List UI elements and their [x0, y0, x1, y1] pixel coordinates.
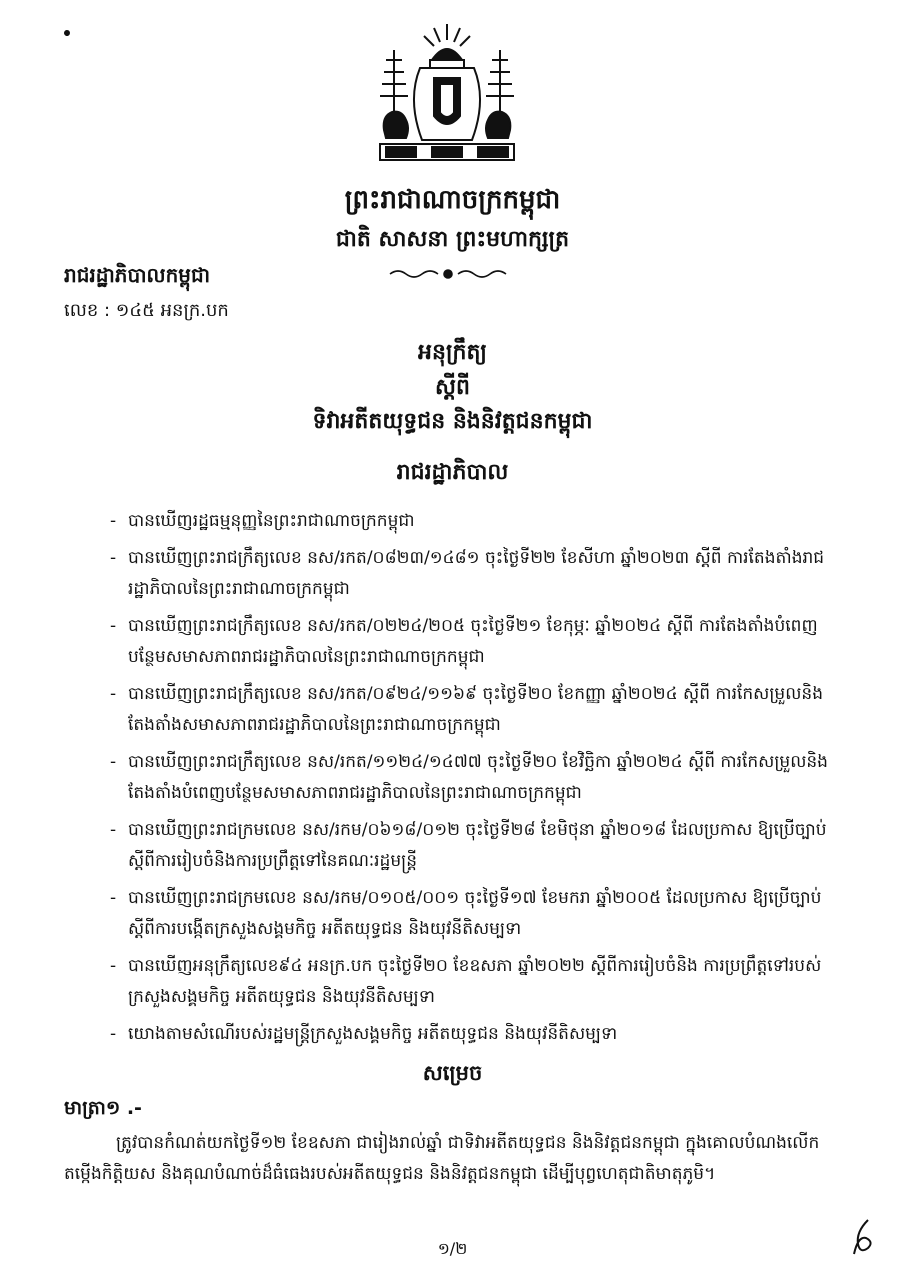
- kingdom-title: ព្រះរាជាណាចក្រកម្ពុជា: [344, 185, 561, 215]
- list-item: - បានឃើញព្រះរាជក្រឹត្យលេខ នស/រកត/០២២៤/២០៥ ចុះថ្ងៃទី២១ ខែកុម្ភៈ ឆ្នាំ២០២៤ ស្តីពី ការតែងតាំងបំពេញបន្ថែមសមាសភាពរាជរដ្ឋាភិបាលនៃព្រះរាជាណាចក្រកម្ពុជា: [110, 611, 845, 673]
- document-number: លេខ : ១៤៥ អនក្រ.បក: [64, 300, 229, 321]
- list-item: - បានឃើញព្រះរាជក្រឹត្យលេខ នស/រកត/០៩២៤/១១៦៩ ចុះថ្ងៃទី២០ ខែកញ្ញា ឆ្នាំ២០២៤ ស្តីពី ការកែសម្រួលនិងតែងតាំងសមាសភាពរាជរដ្ឋាភិបាលនៃព្រះរាជាណាចក្រកម្ពុជា: [110, 679, 845, 741]
- list-item: - បានឃើញរដ្ឋធម្មនុញ្ញនៃព្រះរាជាណាចក្រកម្ពុជា: [110, 506, 845, 537]
- issuer-heading: រាជរដ្ឋាភិបាល: [396, 460, 509, 485]
- government-label: រាជរដ្ឋាភិបាលកម្ពុជា: [64, 263, 210, 287]
- handwritten-initial-icon: [848, 1218, 878, 1258]
- scan-speck: [63, 29, 71, 37]
- list-item: - បានឃើញអនុក្រឹត្យលេខ៩៤ អនក្រ.បក ចុះថ្ងៃទី២០ ខែឧសភា ឆ្នាំ២០២២ ស្តីពីការរៀបចំនិង ការប្រព្រឹត្តទៅរបស់ក្រសួងសង្គមកិច្ច អតីតយុទ្ធជន និងយុវនីតិសម្បទា: [110, 951, 845, 1013]
- article-1-text: ត្រូវបានកំណត់យកថ្ងៃទី១២ ខែឧសភា ជារៀងរាល់ឆ្នាំ ជាទិវាអតីតយុទ្ធជន និងនិវត្តជនកម្ពុជា ក្នុងគោលបំណងលើកតម្កើងកិត្តិយស និងគុណបំណាច់ដ៏ធំធេងរបស់អតីតយុទ្ធជន និងនិវត្តជនកម្ពុជា ដើម្បីបុព្វហេតុជាតិមាតុភូមិ។: [64, 1133, 820, 1184]
- document-about: ស្តីពី: [435, 375, 470, 400]
- national-motto: ជាតិ សាសនា ព្រះមហាក្សត្រ: [335, 227, 570, 252]
- document-type-title: អនុក្រឹត្យ: [418, 340, 487, 365]
- decision-heading: សម្រេច: [422, 1061, 483, 1085]
- document-subject: ទិវាអតីតយុទ្ធជន និងនិវត្តជនកម្ពុជា: [312, 409, 593, 434]
- page-number: ១/២: [437, 1239, 468, 1258]
- list-item: - បានឃើញព្រះរាជក្រមលេខ នស/រកម/០៦១៨/០១២ ចុះថ្ងៃទី២៨ ខែមិថុនា ឆ្នាំ២០១៨ ដែលប្រកាស ឱ្យប្រើច្បាប់ស្តីពីការរៀបចំនិងការប្រព្រឹត្តទៅនៃគណៈរដ្ឋមន្ត្រី: [110, 815, 845, 877]
- list-item: - បានឃើញព្រះរាជក្រឹត្យលេខ នស/រកត/០៨២៣/១៤៨១ ចុះថ្ងៃទី២២ ខែសីហា ឆ្នាំ២០២៣ ស្តីពី ការតែងតាំងរាជរដ្ឋាភិបាលនៃព្រះរាជាណាចក្រកម្ពុជា: [110, 543, 845, 605]
- ornament-divider-icon: [388, 268, 508, 280]
- royal-arms-emblem-icon: [372, 20, 522, 170]
- legal-references-list: [110, 506, 845, 1056]
- article-1-heading: មាត្រា១ .-: [64, 1097, 142, 1119]
- list-item: - បានឃើញព្រះរាជក្រមលេខ នស/រកម/០១០៥/០០១ ចុះថ្ងៃទី១៧ ខែមករា ឆ្នាំ២០០៥ ដែលប្រកាស ឱ្យប្រើច្បាប់ស្តីពីការបង្កើតក្រសួងសង្គមកិច្ច អតីតយុទ្ធជន និងយុវនីតិសម្បទា: [110, 883, 845, 945]
- list-item: - បានឃើញព្រះរាជក្រឹត្យលេខ នស/រកត/១១២៤/១៤៧៧ ចុះថ្ងៃទី២០ ខែវិច្ឆិកា ឆ្នាំ២០២៤ ស្តីពី ការកែសម្រួលនិងតែងតាំងបំពេញបន្ថែមសមាសភាពរាជរដ្ឋាភិបាលនៃព្រះរាជាណាចក្រកម្ពុជា: [110, 747, 845, 809]
- list-item: - យោងតាមសំណើរបស់រដ្ឋមន្ត្រីក្រសួងសង្គមកិច្ច អតីតយុទ្ធជន និងយុវនីតិសម្បទា: [110, 1019, 845, 1050]
